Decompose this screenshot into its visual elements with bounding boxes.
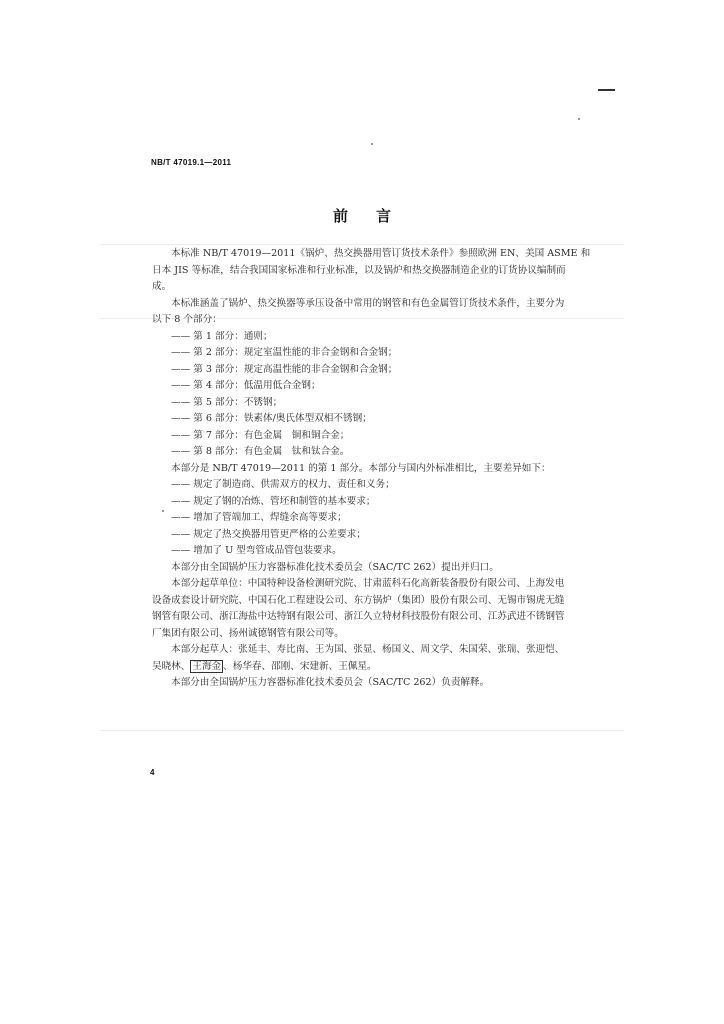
page-number: 4: [150, 768, 155, 777]
difference-list-item: —— 规定了热交换器用管更严格的公差要求；: [171, 528, 366, 540]
drafting-units-line: 厂集团有限公司、扬州诚德钢管有限公司等。: [152, 627, 344, 639]
drafters-text: 吴晓林、: [152, 660, 191, 672]
part-list-item: —— 第 3 部分：规定高温性能的非合金钢和合金钢；: [171, 363, 398, 375]
intro-line: 成。: [152, 281, 172, 292]
document-body: [152, 246, 591, 692]
intro-line: 日本 JIS 等标准，结合我国国家标准和行业标准，以及锅炉和热交换器制造企业的订货协议编制而: [152, 264, 566, 276]
drafting-units-line: 设备成套设计研究院、中国石化工程建设公司、东方锅炉（集团）股份有限公司、无锡市锡虎无缝: [152, 594, 565, 606]
interpreter-line: 本部分由全国锅炉压力容器标准化技术委员会（SAC/TC 262）负责解释。: [171, 677, 490, 688]
scan-speck: [578, 118, 580, 120]
difference-list-item: —— 规定了钢的冶炼、管坯和制管的基本要求；: [171, 495, 376, 507]
drafting-units-line: 钢管有限公司、浙江海盐中达特钢有限公司、浙江久立特材科技股份有限公司、江苏武进不锈钢管: [152, 611, 565, 622]
difference-list-item: —— 增加了管端加工、焊缝余高等要求；: [171, 512, 347, 523]
intro-line: 本标准 NB/T 47019—2011《锅炉、热交换器用管订货技术条件》参照欧洲 EN、美国 ASME 和: [171, 248, 591, 259]
scan-line: [100, 244, 624, 245]
part-list-item: —— 第 6 部分：铁素体/奥氏体型双相不锈钢；: [171, 413, 372, 424]
part-list-item: —— 第 7 部分：有色金属 铜和铜合金；: [171, 429, 350, 441]
drafting-units-line: 本部分起草单位：中国特种设备检测研究院、甘肃蓝科石化高新装备股份有限公司、上海发电: [171, 578, 565, 589]
page-title: 前言: [332, 207, 419, 225]
standard-code: NB/T 47019.1—2011: [151, 158, 232, 167]
scan-corner-mark: [598, 89, 615, 91]
scan-line: [100, 730, 624, 731]
part-list-item: —— 第 4 部分：低温用低合金钢；: [171, 380, 321, 391]
drafters-line: 本部分起草人：张延丰、寿比南、王为国、张显、杨国义、周文学、朱国荣、张瑞、张迎恺、: [171, 644, 565, 655]
drafters-text: 、杨华春、邵刚、宋建新、王佩星。: [223, 660, 377, 672]
comparison-line: 本部分是 NB/T 47019—2011 的第 1 部分。本部分与国内外标准相比，主要差异如下：: [171, 462, 551, 474]
boxed-drafter-name: 王海金: [192, 660, 222, 672]
part-list-item: —— 第 2 部分：规定室温性能的非合金钢和合金钢；: [171, 347, 398, 358]
part-list-item: —— 第 5 部分：不锈钢；: [171, 396, 283, 408]
difference-list-item: —— 规定了制造商、供需双方的权力、责任和义务；: [171, 479, 395, 490]
scan-speck: [371, 143, 373, 145]
drafters-line: [152, 659, 560, 676]
proposer-line: 本部分由全国锅炉压力容器标准化技术委员会（SAC/TC 262）提出并归口。: [171, 561, 499, 573]
scope-line: 以下 8 个部分：: [152, 314, 222, 325]
difference-list-item: —— 增加了 U 型弯管成品管包装要求。: [171, 545, 342, 556]
scope-line: 本标准涵盖了锅炉、热交换器等承压设备中常用的钢管和有色金属管订货技术条件，主要分为: [171, 297, 565, 309]
part-list-item: —— 第 1 部分：通则；: [171, 330, 273, 342]
part-list-item: —— 第 8 部分：有色金属 钛和钛合金。: [171, 446, 350, 457]
